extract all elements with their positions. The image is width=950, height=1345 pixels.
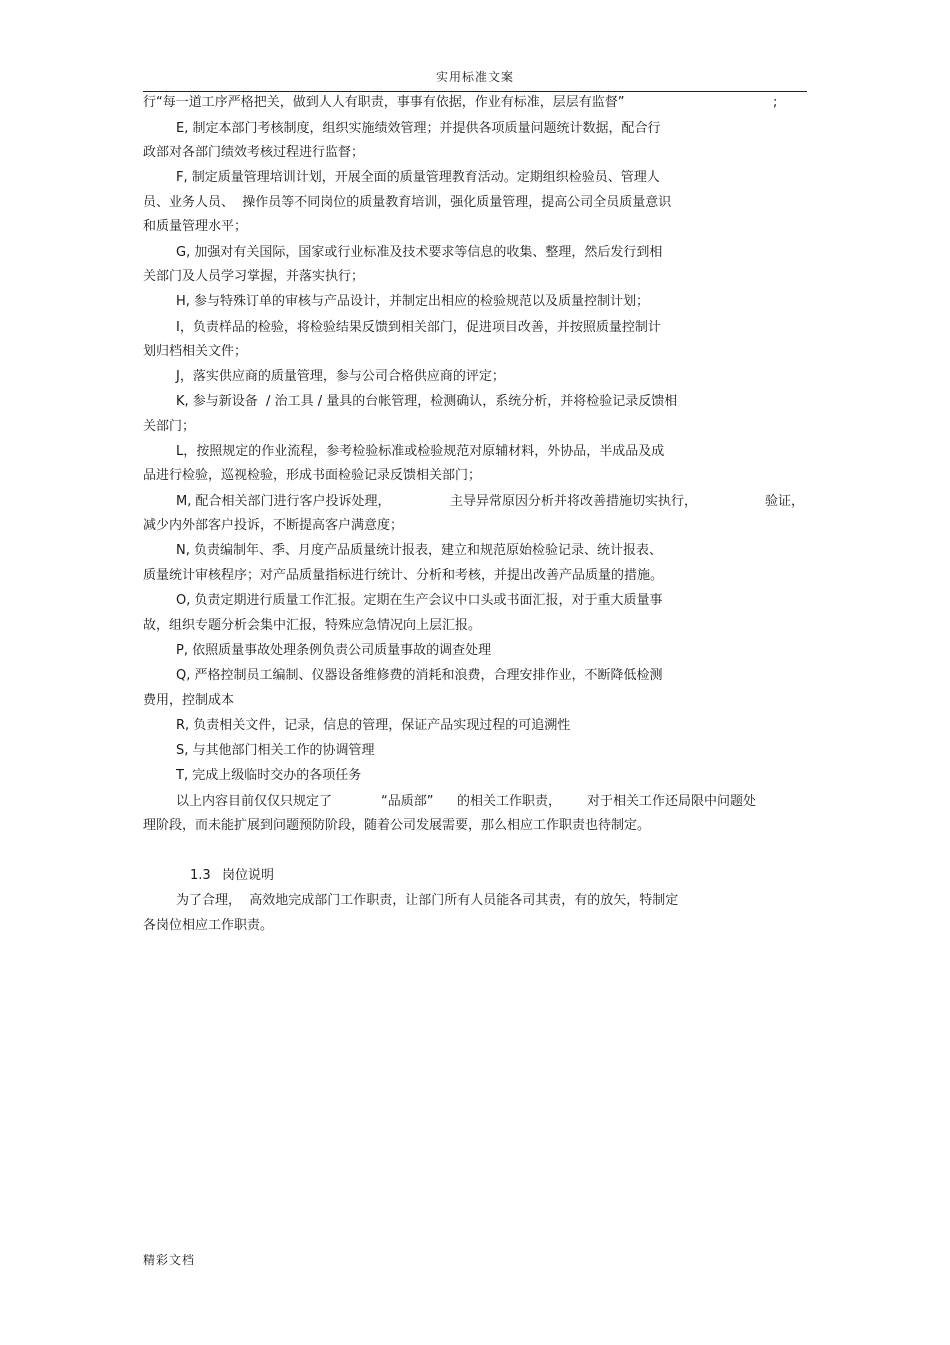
text-line: 政部对各部门绩效考核过程进行监督； (143, 145, 365, 160)
text-line: 对于相关工作还局限中问题处 (587, 794, 757, 809)
page-header: 实用标准文案 (435, 70, 514, 84)
text-line: 减少内外部客户投诉，不断提高客户满意度； (143, 518, 404, 533)
text-line: 理阶段，而未能扩展到问题预防阶段，随着公司发展需要，那么相应工作职责也待制定。 (143, 818, 651, 833)
text-line: 员、业务人员、 操作员等不同岗位的质量教育培训，强化质量管理，提高公司全员质量意识 (143, 195, 672, 210)
text-line: K, 参与新设备 / 治工具 / 量具的台帐管理，检测确认，系统分析，并将检验记录反馈相 (176, 394, 678, 409)
text-line: 行“每一道工序严格把关，做到人人有职责，事事有依据，作业有标准，层层有监督” (143, 95, 625, 110)
text-line: 各岗位相应工作职责。 (143, 918, 274, 933)
text-line: 故，组织专题分析会集中汇报，特殊应急情况向上层汇报。 (143, 618, 482, 633)
text-line: T, 完成上级临时交办的各项任务 (176, 768, 362, 783)
header-divider (143, 91, 807, 92)
text-line: O, 负责定期进行质量工作汇报。定期在生产会议中口头或书面汇报，对于重大质量事 (176, 593, 663, 608)
text-line: ; (773, 95, 778, 110)
text-line: 品进行检验，巡视检验，形成书面检验记录反馈相关部门； (143, 468, 482, 483)
text-line: 质量统计审核程序；对产品质量指标进行统计、分析和考核，并提出改善产品质量的措施。 (143, 568, 664, 583)
text-line: F, 制定质量管理培训计划，开展全面的质量管理教育活动。定期组织检验员、管理人 (176, 170, 660, 185)
text-line: R, 负责相关文件，记录，信息的管理，保证产品实现过程的可追溯性 (176, 718, 571, 733)
text-line: 主导异常原因分析并将改善措施切实执行， (450, 494, 698, 509)
text-line: L，按照规定的作业流程，参考检验标准或检验规范对原辅材料，外协品，半成品及成 (176, 444, 665, 459)
text-line: H, 参与特殊订单的审核与产品设计，并制定出相应的检验规范以及质量控制计划； (176, 294, 650, 309)
text-line: “品质部” (381, 794, 434, 809)
text-line: Q, 严格控制员工编制、仪器设备维修费的消耗和浪费，合理安排作业，不断降低检测 (176, 668, 663, 683)
text-line: M, 配合相关部门进行客户投诉处理， (176, 494, 391, 509)
page-footer: 精彩文档 (143, 1253, 196, 1267)
text-line: 划归档相关文件； (143, 344, 248, 359)
text-line: 为了合理， 高效地完成部门工作职责，让部门所有人员能各司其责，有的放矢，特制定 (176, 893, 679, 908)
text-line: 和质量管理水平； (143, 219, 248, 234)
section-number: 1.3 (190, 868, 211, 883)
text-line: I，负责样品的检验，将检验结果反馈到相关部门，促进项目改善，并按照质量控制计 (176, 320, 661, 335)
text-line: P, 依照质量事故处理条例负责公司质量事故的调查处理 (176, 643, 492, 658)
text-line: 费用，控制成本 (143, 693, 235, 708)
text-line: E, 制定本部门考核制度，组织实施绩效管理；并提供各项质量问题统计数据，配合行 (176, 121, 661, 136)
text-line: 的相关工作职责， (457, 794, 562, 809)
text-line: S, 与其他部门相关工作的协调管理 (176, 743, 375, 758)
text-line: 以上内容目前仅仅只规定了 (176, 794, 333, 809)
text-line: N, 负责编制年、季、月度产品质量统计报表，建立和规范原始检验记录、统计报表、 (176, 543, 662, 558)
text-line: 关部门及人员学习掌握，并落实执行； (143, 269, 365, 284)
text-line: 关部门； (143, 419, 196, 434)
text-line: G, 加强对有关国际，国家或行业标准及技术要求等信息的收集、整理，然后发行到相 (176, 245, 663, 260)
text-line: 验证， (765, 494, 805, 509)
text-line: J，落实供应商的质量管理，参与公司合格供应商的评定； (176, 369, 505, 384)
section-heading: 岗位说明 (222, 868, 275, 883)
